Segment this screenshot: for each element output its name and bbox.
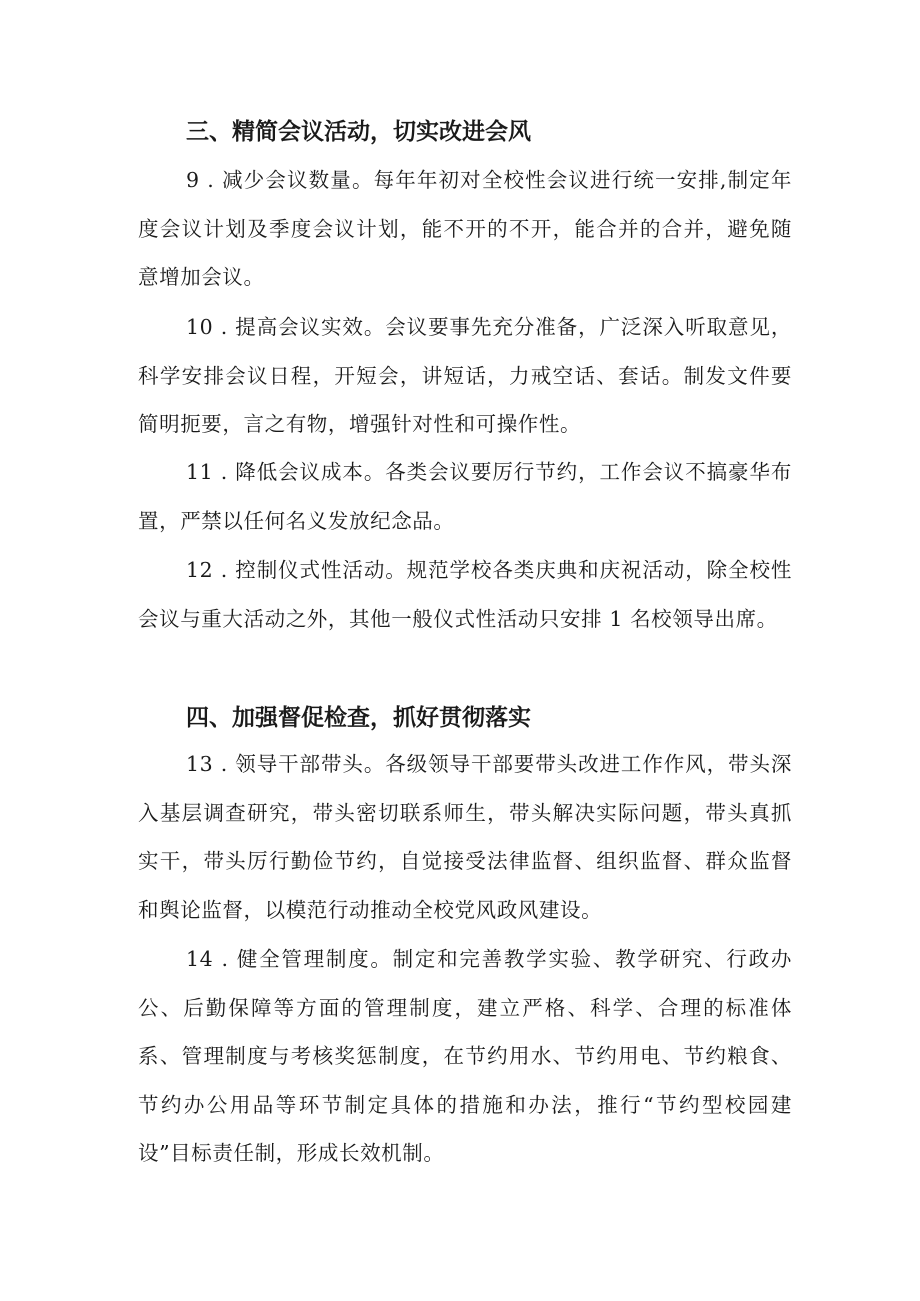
paragraph-item-9: 9 . 减少会议数量。每年年初对全校性会议进行统一安排,制定年度会议计划及季度会议计划，能不开的不开，能合并的合并，避免随意增加会议。 <box>138 168 792 289</box>
paragraph-item-11: 11 . 降低会议成本。各类会议要厉行节约，工作会议不搞豪华布置，严禁以任何名义发放纪念品。 <box>138 460 792 533</box>
paragraph-item-14: 14 . 健全管理制度。制定和完善教学实验、教学研究、行政办公、后勤保障等方面的管理制度，建立严格、科学、合理的标准体系、管理制度与考核奖惩制度，在节约用水、节约用电、节约粮食、节约办公用品等环节制定具体的措施和办法，推行“节约型校园建设”目标责任制，形成长效机制。 <box>138 947 792 1165</box>
section-heading-4: 四、加强督促检查，抓好贯彻落实 <box>186 705 531 731</box>
paragraph-item-10: 10 . 提高会议实效。会议要事先充分准备，广泛深入听取意见，科学安排会议日程，开短会，讲短话，力戒空话、套话。制发文件要简明扼要，言之有物，增强针对性和可操作性。 <box>138 315 792 436</box>
paragraph-item-13: 13 . 领导干部带头。各级领导干部要带头改进工作作风，带头深入基层调查研究，带头密切联系师生，带头解决实际问题，带头真抓实干，带头厉行勤俭节约，自觉接受法律监督、组织监督、群众监督和舆论监督，以模范行动推动全校党风政风建设。 <box>138 752 792 922</box>
section-heading-3: 三、精简会议活动，切实改进会风 <box>186 119 531 145</box>
paragraph-item-12: 12 . 控制仪式性活动。规范学校各类庆典和庆祝活动，除全校性会议与重大活动之外，其他一般仪式性活动只安排 1 名校领导出席。 <box>138 558 792 631</box>
